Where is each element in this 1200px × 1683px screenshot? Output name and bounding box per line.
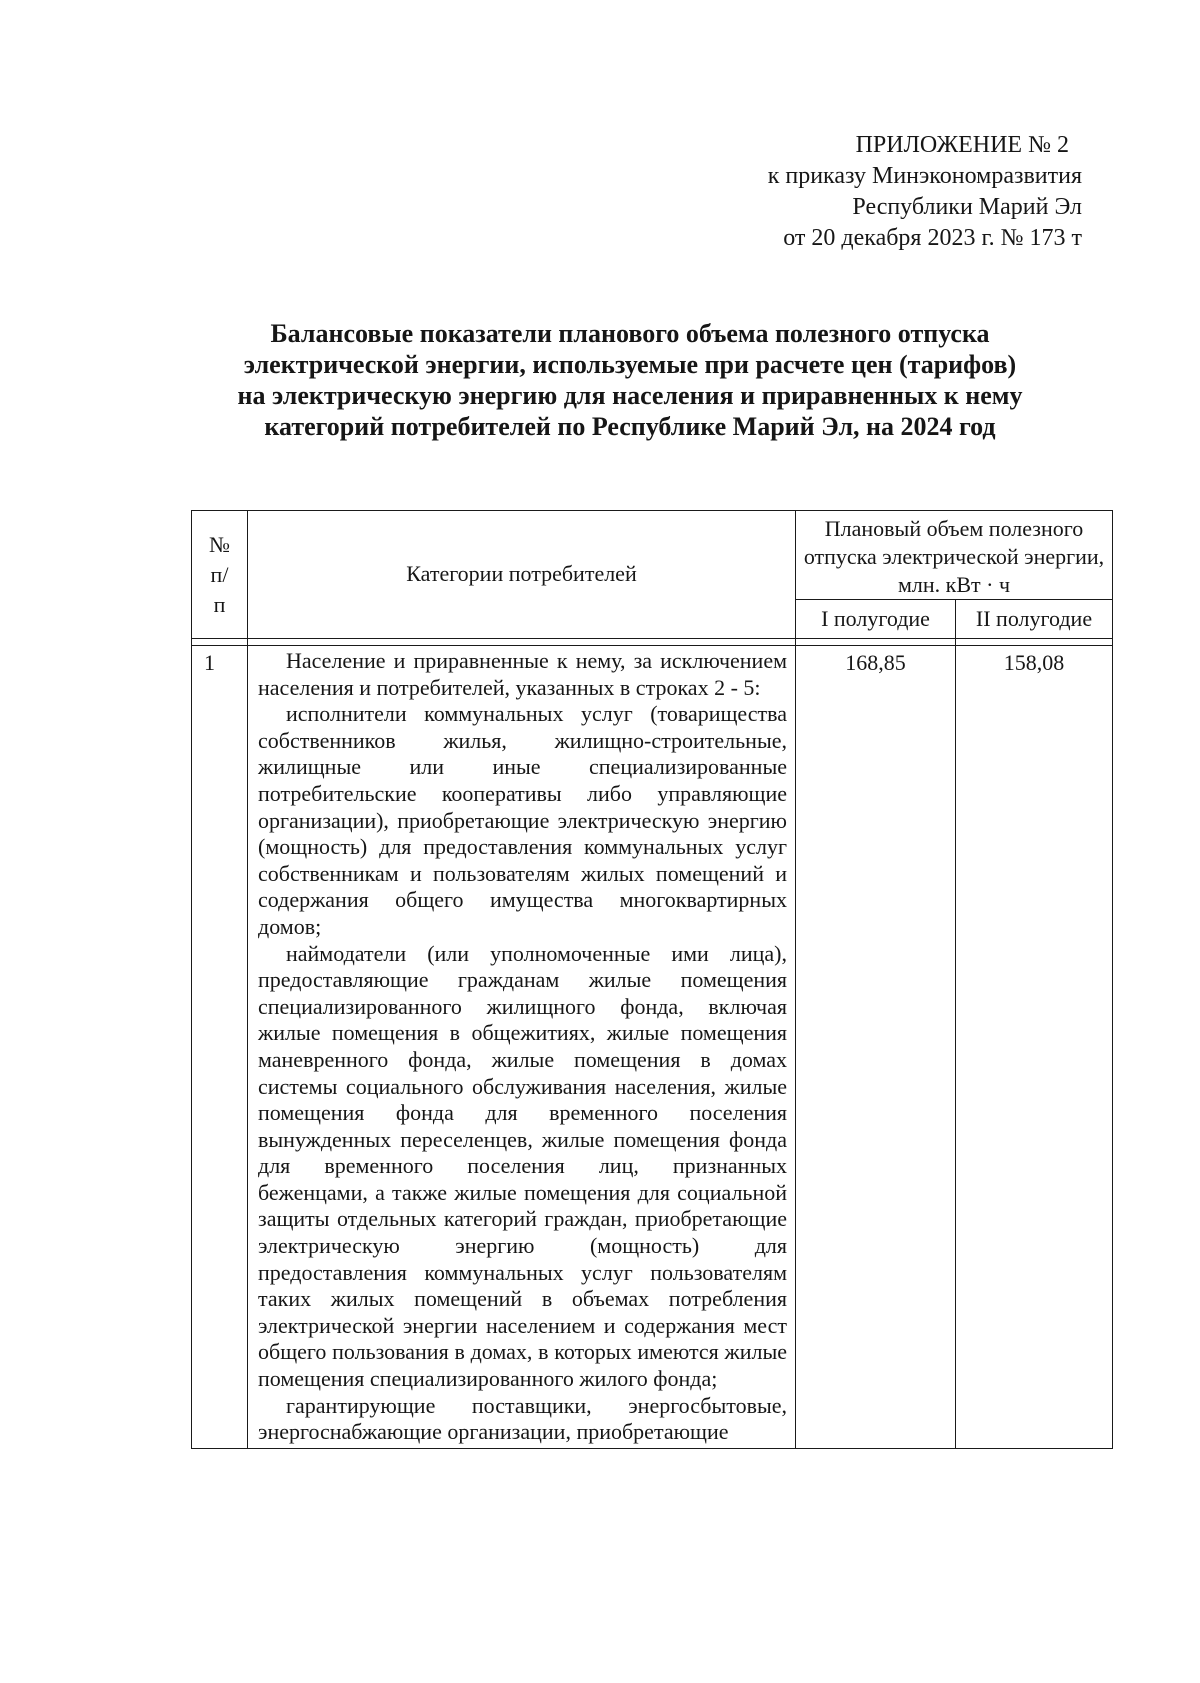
row-value-half-2: 158,08 [956, 646, 1113, 1449]
document-title-line: Балансовые показатели планового объема полезного отпуска [270, 319, 990, 348]
document-title [170, 318, 1090, 442]
category-paragraph: Население и приравненные к нему, за исключением населения и потребителей, указанных в строках 2 - 5: [258, 648, 787, 700]
row-value-half-1: 168,85 [796, 646, 956, 1449]
appendix-header [622, 130, 1082, 254]
appendix-title: ПРИЛОЖЕНИЕ № 2 [855, 132, 1069, 158]
document-title-line: электрической энергии, используемые при расчете цен (тарифов) [243, 350, 1017, 379]
header-volume: Плановый объем полезного отпуска электрической энергии, млн. кВт · ч [796, 511, 1113, 600]
header-category: Категории потребителей [248, 511, 796, 639]
header-half-2: II полугодие [956, 600, 1113, 639]
header-number-line: № [209, 531, 230, 557]
row-number: 1 [192, 646, 248, 1449]
document-title-line: на электрическую энергию для населения и приравненных к нему [237, 381, 1023, 410]
document-title-line: категорий потребителей по Республике Марий Эл, на 2024 год [264, 412, 996, 441]
header-number [192, 511, 248, 639]
header-separator [192, 639, 1113, 646]
header-number-line: п/ [210, 561, 229, 587]
appendix-date-line: от 20 декабря 2023 г. № 173 т [783, 225, 1082, 251]
table-row [192, 646, 1113, 1449]
category-paragraph: гарантирующие поставщики, энергосбытовые, энергоснабжающие организации, приобретающие [258, 1392, 787, 1445]
header-half-1: I полугодие [796, 600, 956, 639]
appendix-order-line: к приказу Минэкономразвития [767, 163, 1082, 189]
row-category [248, 646, 796, 1449]
appendix-republic-line: Республики Марий Эл [852, 194, 1082, 220]
category-paragraph: исполнители коммунальных услуг (товарищества собственников жилья, жилищно-строительные, жилищные или иные специализированные потребительские кооперативы либо управляющие организации), приобретающие электрическую энергию (мощность) для предоставления коммунальных услуг собственникам и пользователям жилых помещений и содержания общего имущества многоквартирных домов; [258, 701, 787, 939]
category-paragraph: наймодатели (или уполномоченные ими лица), предоставляющие гражданам жилые помещения специализированного жилищного фонда, включая жилые помещения в общежитиях, жилые помещения маневренного фонда, жилые помещения в домах системы социального обслуживания населения, жилые помещения фонда для временного поселения вынужденных переселенцев, жилые помещения фонда для временного поселения лиц, признанных беженцами, а также жилые помещения для социальной защиты отдельных категорий граждан, приобретающие электрическую энергию (мощность) для предоставления коммунальных услуг пользователям таких жилых помещений в объемах потребления электрической энергии населением и содержания мест общего пользования в домах, в которых имеются жилые помещения специализированного жилого фонда; [258, 940, 787, 1392]
balance-table [191, 510, 1113, 1449]
header-number-line: п [213, 591, 226, 617]
